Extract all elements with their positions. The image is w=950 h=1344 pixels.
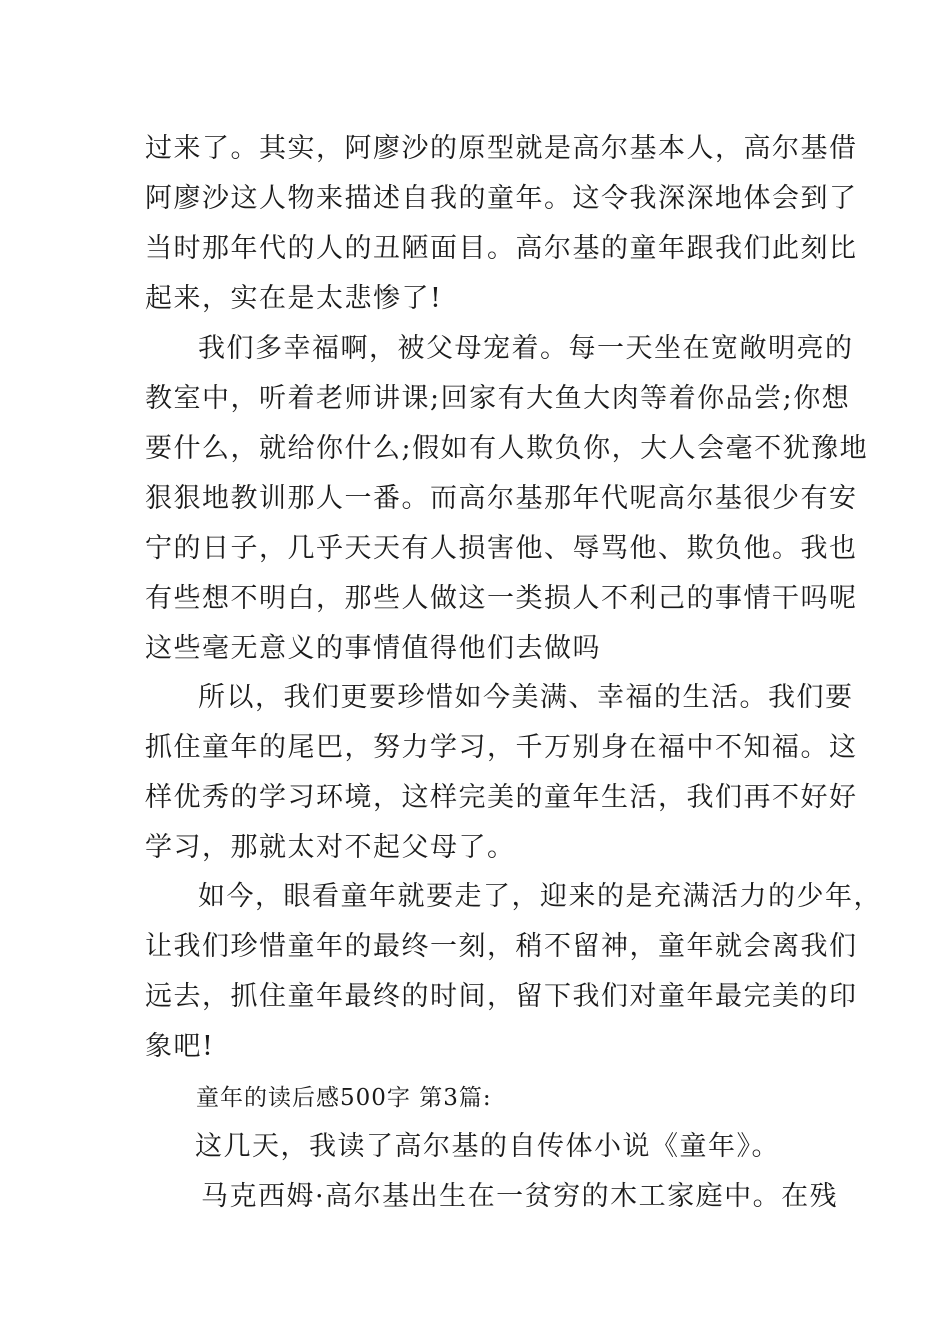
text-line: 远去，抓住童年最终的时间，留下我们对童年最完美的印 [145,981,858,1012]
text-line: 起来，实在是太悲惨了! [145,283,443,314]
text-line: 学习，那就太对不起父母了。 [145,832,516,863]
text-line: 马克西姆·高尔基出生在一贫穷的木工家庭中。在残 [201,1181,839,1212]
text-line: 让我们珍惜童年的最终一刻，稍不留神，童年就会离我们 [145,931,858,962]
text-line: 这些毫无意义的事情值得他们去做吗 [145,633,601,664]
text-line: 阿廖沙这人物来描述自我的童年。这令我深深地体会到了 [145,183,858,214]
text-line: 这几天，我读了高尔基的自传体小说《童年》。 [195,1131,780,1162]
text-line: 教室中，听着老师讲课;回家有大鱼大肉等着你品尝;你想 [145,383,851,414]
text-line: 过来了。其实，阿廖沙的原型就是高尔基本人，高尔基借 [145,133,858,164]
text-line: 狠狠地教训那人一番。而高尔基那年代呢高尔基很少有安 [145,483,858,514]
text-line: 宁的日子，几乎天天有人损害他、辱骂他、欺负他。我也 [145,533,858,564]
text-line: 当时那年代的人的丑陋面目。高尔基的童年跟我们此刻比 [145,233,858,264]
section-heading: 童年的读后感500字 第3篇: [196,1085,492,1111]
text-line: 样优秀的学习环境，这样完美的童年生活，我们再不好好 [145,782,858,813]
paragraph-start-line: 所以，我们更要珍惜如今美满、幸福的生活。我们要 [198,682,854,713]
text-line: 抓住童年的尾巴，努力学习，千万别身在福中不知福。这 [145,732,858,763]
text-line: 象吧! [145,1031,215,1062]
text-line: 要什么，就给你什么;假如有人欺负你，大人会毫不犹豫地 [145,433,869,464]
paragraph-start-line: 如今，眼看童年就要走了，迎来的是充满活力的少年， [198,881,882,912]
paragraph-start-line: 我们多幸福啊，被父母宠着。每一天坐在宽敞明亮的 [198,333,854,364]
text-line: 有些想不明白，那些人做这一类损人不利己的事情干吗呢 [145,583,858,614]
